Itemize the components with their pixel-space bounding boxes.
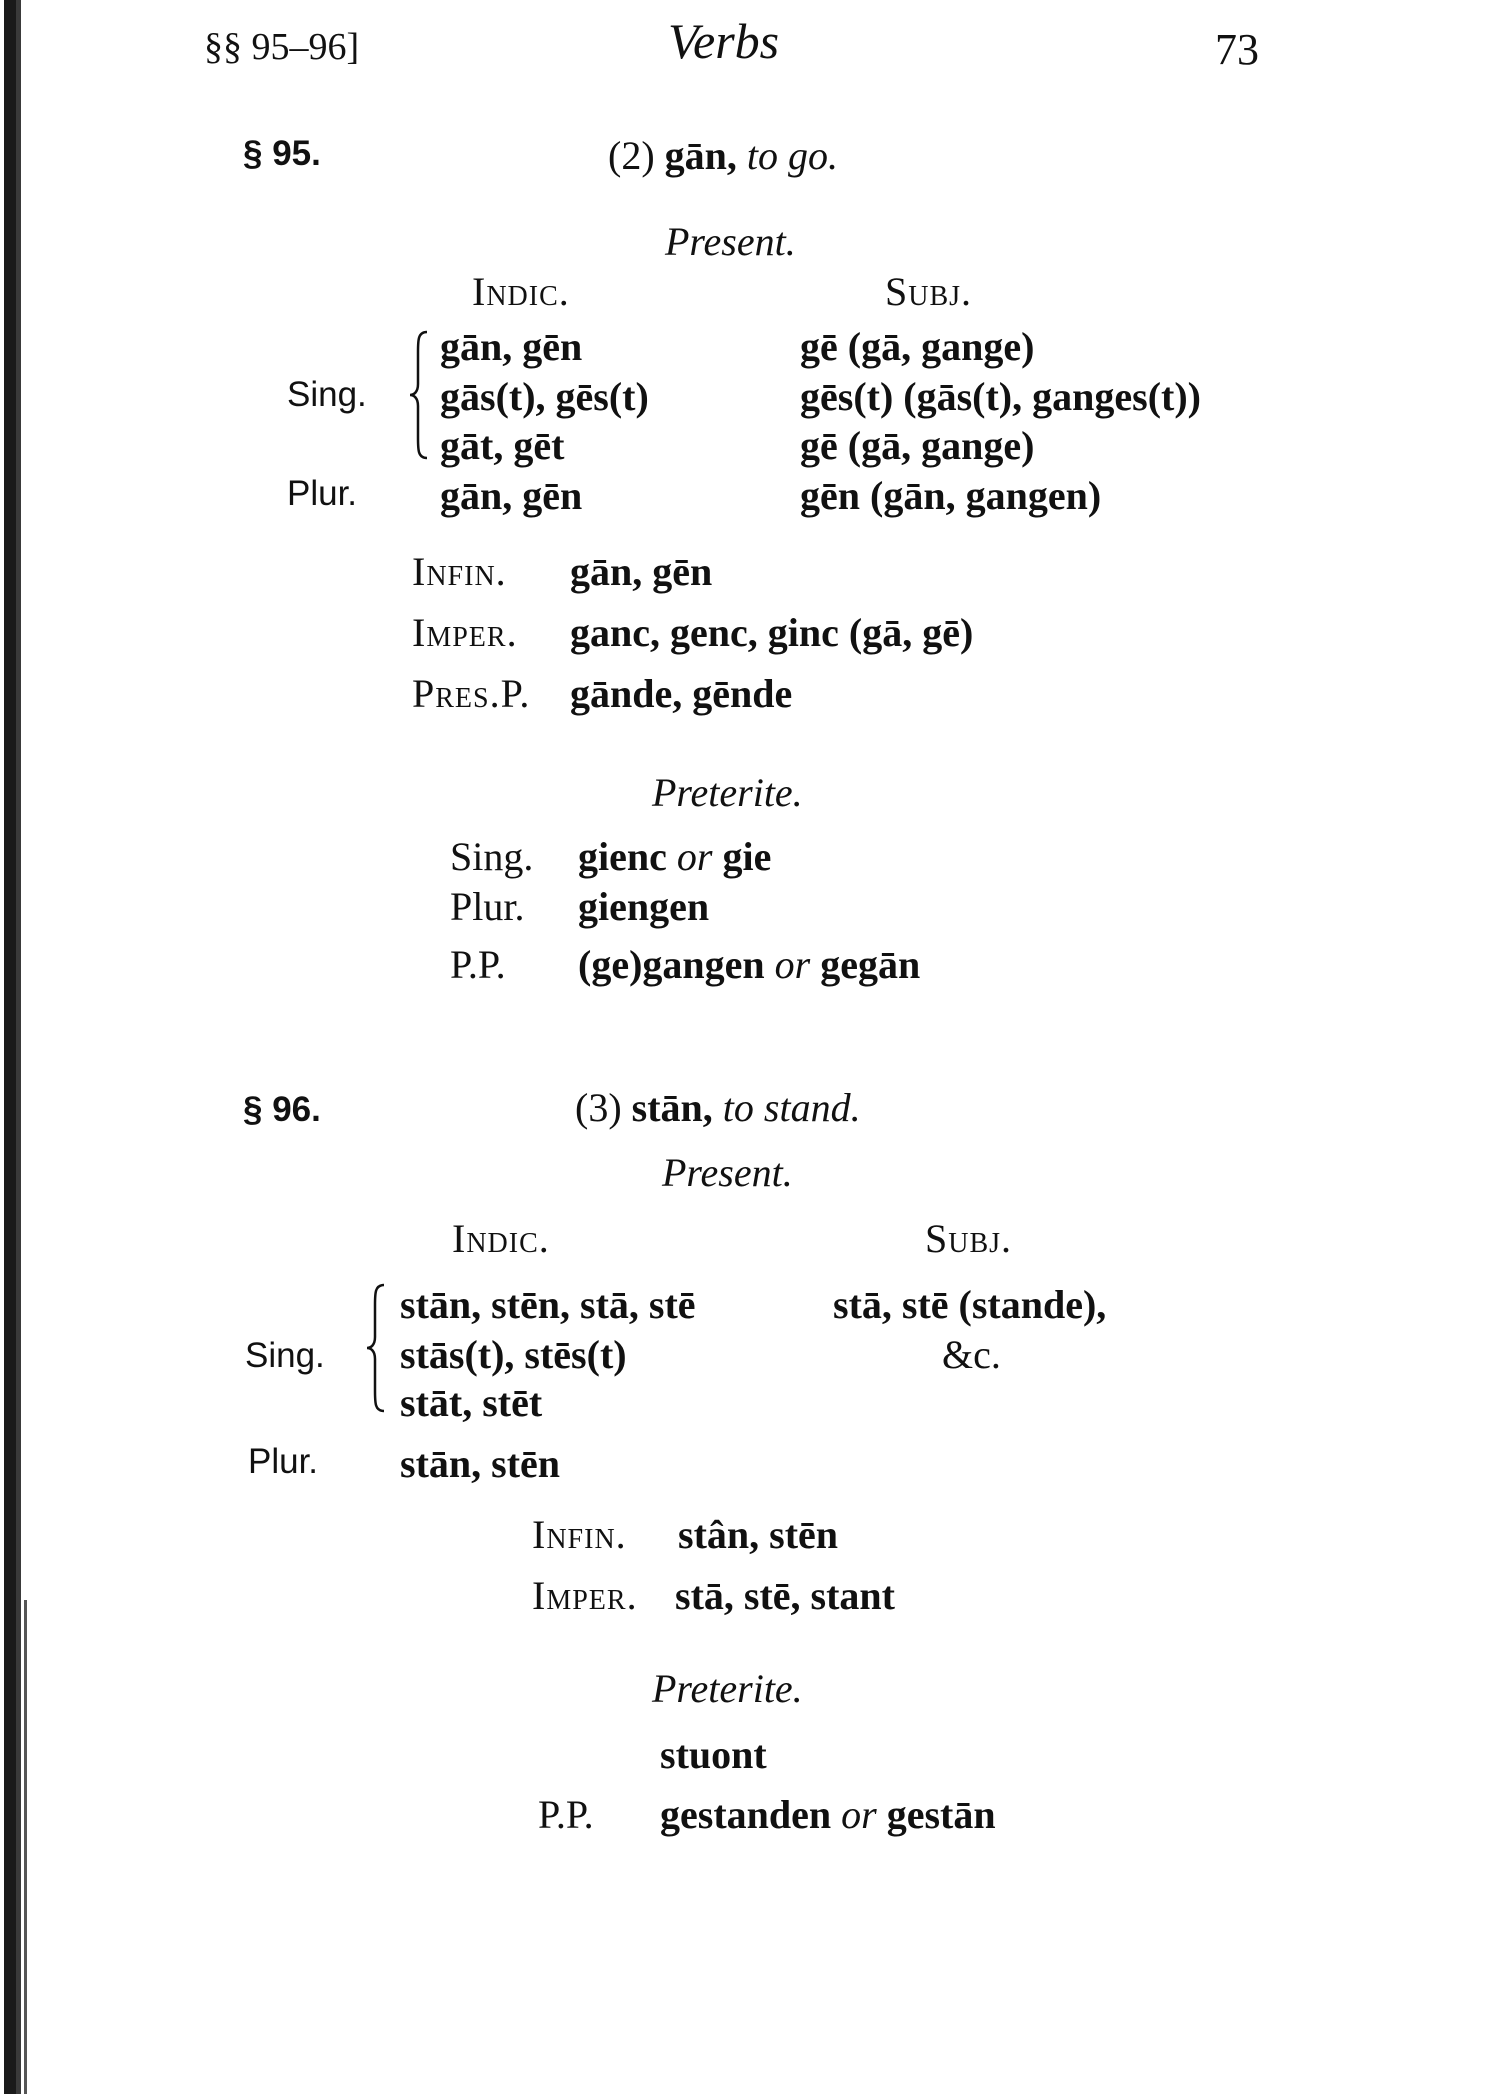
section-96-infin-forms: stân, stēn [678,1512,839,1557]
section-96-imper-label: Imper. [532,1573,638,1618]
section-96-verb: stān, [631,1085,713,1130]
section-95-infin-forms: gān, gēn [570,549,713,594]
section-96-pp-line [660,1792,996,1837]
section-95-pret-sing-label: Sing. [450,834,534,879]
section-96-present-heading: Present. [662,1150,793,1195]
section-96-indic-row-1: stān, stēn, stā, stē [400,1282,696,1327]
section-95-indic-row-3: gāt, gēt [440,423,565,468]
section-95-number: (2) [608,133,655,178]
section-95-pret-plur-label: Plur. [450,884,525,929]
section-95-pret-sing-form-2: gie [722,834,772,879]
running-head-title: Verbs [668,13,780,69]
section-96-pp-label: P.P. [538,1792,594,1837]
section-95-verb: gān, [664,133,737,178]
section-95-indic-row-1: gān, gēn [440,324,583,369]
section-95-presp-label: Pres.P. [412,671,531,716]
section-96-indic-row-3: stāt, stēt [400,1380,543,1425]
section-95-mark: § 95. [243,134,321,173]
section-95-subj-row-4: gēn (gān, gangen) [800,473,1102,518]
section-95-pp-form-1: (ge)gangen [578,942,765,987]
section-96-indic-row-2: stās(t), stēs(t) [400,1332,627,1377]
section-96-indic-row-4: stān, stēn [400,1441,561,1486]
section-95-sing-brace [408,330,430,460]
section-95-indic-row-2: gās(t), gēs(t) [440,374,649,419]
section-96-subj-heading: Subj. [925,1216,1013,1261]
section-95-subj-row-2: gēs(t) (gās(t), ganges(t)) [800,374,1201,419]
section-96-subj-row-1: stā, stē (stande), [833,1282,1107,1327]
section-95-pp-line [578,942,921,987]
section-96-subj-row-2: &c. [942,1332,1001,1377]
book-spine-edge [0,0,44,2094]
section-95-present-heading: Present. [665,219,796,264]
section-96-imper-forms: stā, stē, stant [675,1573,895,1618]
section-95-presp-forms: gānde, gēnde [570,671,793,716]
section-95-title [608,133,839,178]
section-95-sing-label: Sing. [287,375,367,414]
section-95-pret-sing-form-1: gienc [578,834,667,879]
section-95-indic-row-4: gān, gēn [440,473,583,518]
section-95-pp-or: or [774,942,811,987]
section-95-pp-form-2: gegān [820,942,921,987]
section-96-sing-label: Sing. [245,1336,325,1375]
section-96-indic-heading: Indic. [452,1216,550,1261]
section-95-meaning: to go. [746,133,839,178]
running-head-sections: §§ 95–96] [204,26,360,68]
section-95-imper-label: Imper. [412,610,518,655]
section-95-plur-label: Plur. [287,474,358,513]
section-96-number: (3) [575,1085,622,1130]
section-96-preterite-heading: Preterite. [652,1666,803,1711]
section-95-subj-row-1: gē (gā, gange) [800,324,1035,369]
section-95-pp-label: P.P. [450,942,506,987]
section-95-subj-heading: Subj. [885,269,973,314]
section-95-imper-forms: ganc, genc, ginc (gā, gē) [570,610,974,655]
section-96-pp-or: or [841,1792,877,1837]
section-95-infin-label: Infin. [412,549,507,594]
section-96-infin-label: Infin. [532,1512,627,1557]
page-number: 73 [1215,25,1259,74]
section-96-sing-brace [365,1283,387,1413]
section-96-mark: § 96. [243,1090,321,1129]
section-96-pret-form: stuont [660,1732,767,1777]
section-95-indic-heading: Indic. [472,269,570,314]
section-95-preterite-heading: Preterite. [652,770,803,815]
section-96-pp-form-2: gestān [886,1792,996,1837]
section-96-plur-label: Plur. [248,1442,319,1481]
section-95-pret-plur-form: giengen [578,884,710,929]
section-96-title [575,1085,861,1130]
section-95-pret-sing-line [578,834,772,879]
section-95-subj-row-3: gē (gā, gange) [800,423,1035,468]
section-95-pret-sing-or: or [676,834,713,879]
section-96-meaning: to stand. [722,1085,861,1130]
section-96-pp-form-1: gestanden [660,1792,832,1837]
